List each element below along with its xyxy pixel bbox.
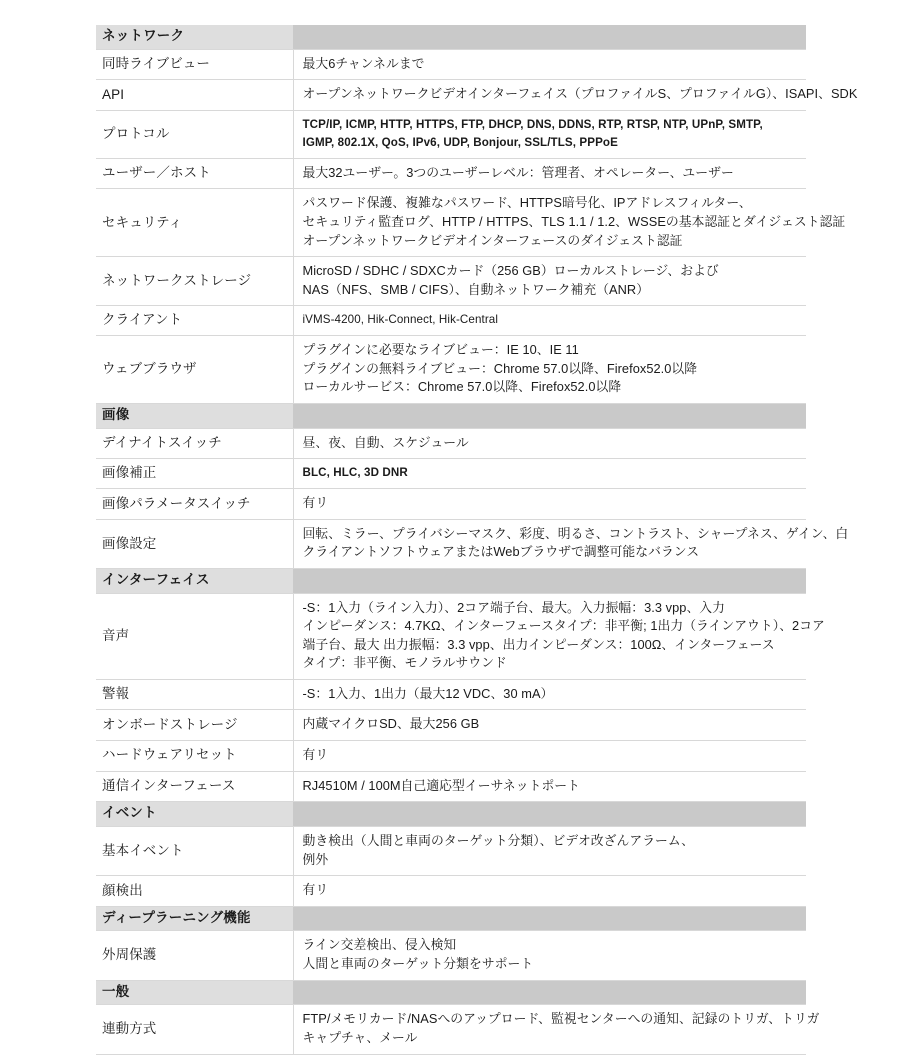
section-header-row bbox=[96, 403, 806, 428]
spec-value-line: 最大6チャンネルまで bbox=[302, 55, 425, 71]
spec-row-label: ユーザー／ホスト bbox=[96, 158, 293, 189]
spec-row bbox=[96, 593, 806, 679]
section-title: インターフェイス bbox=[96, 568, 293, 593]
spec-row bbox=[96, 740, 806, 771]
spec-row bbox=[96, 189, 806, 257]
spec-row bbox=[96, 826, 806, 875]
spec-row-value bbox=[293, 489, 806, 520]
section-title: イベント bbox=[96, 802, 293, 827]
section-title: 画像 bbox=[96, 403, 293, 428]
spec-row-label: プロトコル bbox=[96, 110, 293, 158]
spec-row-label: デイナイトスイッチ bbox=[96, 428, 293, 459]
spec-row-label: 同時ライブビュー bbox=[96, 49, 293, 80]
spec-row-value bbox=[293, 80, 858, 111]
spec-value-line: 回転、ミラー、プライバシーマスク、彩度、明るさ、コントラスト、シャープネス、ゲイン、白 bbox=[302, 525, 849, 541]
spec-row-value bbox=[293, 740, 806, 771]
spec-row bbox=[96, 489, 806, 520]
spec-row-label: 警報 bbox=[96, 679, 293, 710]
spec-value-line: ライン交差検出、侵入検知 bbox=[302, 937, 457, 953]
spec-row-value bbox=[293, 336, 806, 404]
spec-value-line: 有リ bbox=[302, 882, 329, 898]
spec-value-line: プラグインに必要なライブビュー：IE 10、IE 11 bbox=[302, 342, 579, 358]
spec-row bbox=[96, 931, 806, 980]
spec-row-label: 通信インターフェース bbox=[96, 771, 293, 802]
section-title: 一般 bbox=[96, 980, 293, 1005]
spec-row-value bbox=[293, 459, 806, 489]
spec-row-value bbox=[293, 771, 806, 802]
spec-row-label: 顔検出 bbox=[96, 876, 293, 907]
spec-row-value bbox=[293, 826, 806, 875]
spec-row-value bbox=[293, 710, 806, 741]
spec-value-line: タイプ：非平衡、モノラルサウンド bbox=[302, 655, 507, 671]
spec-row-label: ハードウェアリセット bbox=[96, 740, 293, 771]
section-header-fill bbox=[293, 403, 806, 428]
specification-sheet bbox=[96, 25, 858, 1055]
spec-row-value bbox=[293, 593, 825, 679]
spec-row-label: ウェブブラウザ bbox=[96, 336, 293, 404]
spec-value-line: IGMP, 802.1X, QoS, IPv6, UDP, Bonjour, SSL/TLS, PPPoE bbox=[302, 135, 618, 149]
spec-row-label: 連動方式 bbox=[96, 1005, 293, 1054]
spec-row bbox=[96, 710, 806, 741]
spec-value-line: キャプチャ、メール bbox=[302, 1029, 418, 1045]
spec-row-value bbox=[293, 519, 849, 568]
spec-row bbox=[96, 679, 806, 710]
spec-row bbox=[96, 1005, 806, 1054]
spec-value-line: 有リ bbox=[302, 495, 329, 511]
spec-value-line: パスワード保護、複雑なパスワード、HTTPS暗号化、IPアドレスフィルター、 bbox=[302, 195, 752, 211]
spec-value-line: 端子台、最大 出力振幅：3.3 vpp、出力インピーダンス：100Ω、インターフェース bbox=[302, 636, 775, 652]
spec-value-line: オープンネットワークビデオインターフェースのダイジェスト認証 bbox=[302, 232, 683, 248]
section-header-fill bbox=[293, 802, 806, 827]
section-title: ネットワーク bbox=[96, 25, 293, 49]
spec-row bbox=[96, 110, 806, 158]
spec-row-label: 画像設定 bbox=[96, 519, 293, 568]
spec-value-line: 人間と車両のターゲット分類をサポート bbox=[302, 956, 534, 972]
spec-row bbox=[96, 428, 806, 459]
spec-row bbox=[96, 306, 806, 336]
spec-value-line: 動き検出（人間と車両のターゲット分類）、ビデオ改ざんアラーム、 bbox=[302, 832, 694, 848]
spec-value-line: 内蔵マイクロSD、最大256 GB bbox=[302, 716, 480, 732]
spec-row-label: 画像補正 bbox=[96, 459, 293, 489]
spec-row-value bbox=[293, 49, 806, 80]
spec-value-line: 有リ bbox=[302, 746, 329, 762]
spec-row-label: ネットワークストレージ bbox=[96, 257, 293, 306]
section-header-row bbox=[96, 568, 806, 593]
section-header-fill bbox=[293, 25, 806, 49]
spec-row bbox=[96, 336, 806, 404]
spec-value-line: 昼、夜、自動、スケジュール bbox=[302, 434, 469, 450]
spec-row-value bbox=[293, 931, 806, 980]
section-header-row bbox=[96, 980, 806, 1005]
spec-value-line: iVMS-4200, Hik-Connect, Hik-Central bbox=[302, 313, 499, 327]
spec-value-line: RJ4510M / 100M自己適応型イーサネットポート bbox=[302, 777, 580, 793]
section-header-row bbox=[96, 802, 806, 827]
section-header-fill bbox=[293, 980, 806, 1005]
spec-value-line: TCP/IP, ICMP, HTTP, HTTPS, FTP, DHCP, DNS, DDNS, RTP, RTSP, NTP, UPnP, SMTP, bbox=[302, 117, 763, 131]
section-header-fill bbox=[293, 906, 806, 931]
spec-value-line: オープンネットワークビデオインターフェイス（プロファイルS、プロファイルG）、ISAPI、SDK bbox=[302, 86, 858, 102]
spec-row-label: オンボードストレージ bbox=[96, 710, 293, 741]
spec-row-value bbox=[293, 158, 806, 189]
spec-row bbox=[96, 459, 806, 489]
spec-value-line: 最大32ユーザー。3つのユーザーレベル：管理者、オペレーター、ユーザー bbox=[302, 164, 734, 180]
spec-value-line: -S：1入力、1出力（最大12 VDC、30 mA） bbox=[302, 685, 554, 701]
spec-row-label: 基本イベント bbox=[96, 826, 293, 875]
spec-row-label: API bbox=[96, 80, 293, 111]
spec-value-line: MicroSD / SDHC / SDXCカード（256 GB）ローカルストレージ、および bbox=[302, 263, 719, 279]
section-header-row bbox=[96, 25, 806, 49]
section-header-fill bbox=[293, 568, 806, 593]
spec-row-label: 画像パラメータスイッチ bbox=[96, 489, 293, 520]
spec-row-label: クライアント bbox=[96, 306, 293, 336]
spec-row bbox=[96, 519, 806, 568]
spec-value-line: ローカルサービス：Chrome 57.0以降、Firefox52.0以降 bbox=[302, 379, 622, 395]
spec-row-value bbox=[293, 679, 806, 710]
spec-row bbox=[96, 257, 806, 306]
spec-value-line: クライアントソフトウェアまたはWebブラウザで調整可能なバランス bbox=[302, 544, 700, 560]
spec-row-value bbox=[293, 189, 846, 257]
spec-value-line: インピーダンス：4.7KΩ、インターフェースタイプ：非平衡; 1出力（ラインアウト）、2コア bbox=[302, 618, 825, 634]
specification-table bbox=[96, 25, 858, 1055]
spec-row-value bbox=[293, 428, 806, 459]
section-header-row bbox=[96, 906, 806, 931]
spec-value-line: BLC, HLC, 3D DNR bbox=[302, 466, 408, 480]
spec-row-label: セキュリティ bbox=[96, 189, 293, 257]
spec-value-line: セキュリティ監査ログ、HTTP / HTTPS、TLS 1.1 / 1.2、WSSEの基本認証とダイジェスト認証 bbox=[302, 214, 846, 229]
spec-row bbox=[96, 80, 806, 111]
spec-row-value bbox=[293, 876, 806, 907]
spec-row bbox=[96, 158, 806, 189]
section-title: ディープラーニング機能 bbox=[96, 906, 293, 931]
spec-row bbox=[96, 876, 806, 907]
spec-value-line: プラグインの無料ライブビュー：Chrome 57.0以降、Firefox52.0以降 bbox=[302, 360, 698, 376]
spec-row bbox=[96, 771, 806, 802]
spec-row-value bbox=[293, 257, 806, 306]
spec-value-line: -S：1入力（ライン入力）、2コア端子台、最大。入力振幅：3.3 vpp、入力 bbox=[302, 599, 725, 615]
spec-row-value bbox=[293, 1005, 820, 1054]
spec-row-label: 音声 bbox=[96, 593, 293, 679]
spec-value-line: FTP/メモリカード/NASへのアップロード、監視センターへの通知、記録のトリガ、トリガ bbox=[302, 1011, 820, 1027]
spec-row-value bbox=[293, 306, 806, 336]
spec-row-value bbox=[293, 110, 806, 158]
spec-value-line: 例外 bbox=[302, 851, 329, 867]
spec-row-label: 外周保護 bbox=[96, 931, 293, 980]
spec-row bbox=[96, 49, 806, 80]
spec-value-line: NAS（NFS、SMB / CIFS）、自動ネットワーク補充（ANR） bbox=[302, 281, 650, 297]
